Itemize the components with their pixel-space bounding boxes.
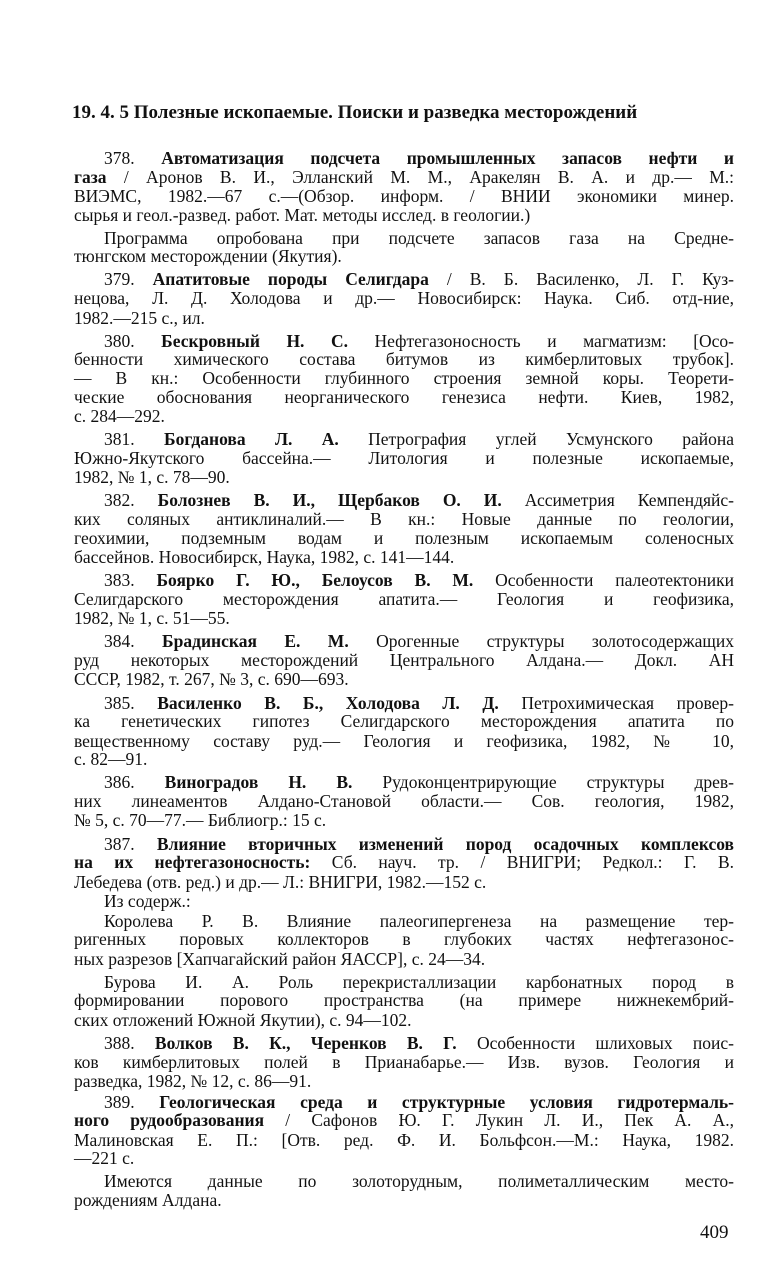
entry-first-line — [104, 1171, 734, 1191]
entry-text: — В кн.: Особенности глубинного строения земной коры. Теорети- — [74, 368, 734, 388]
entry-text: разведка, 1982, № 12, с. 86—91. — [74, 1071, 312, 1091]
entry-text: Из содерж.: — [104, 891, 191, 911]
entry-line — [74, 167, 734, 187]
entry-text: ков кимберлитовых полей в Прианабарье.— Изв. вузов. Геология и — [74, 1052, 734, 1072]
entry-line — [74, 852, 734, 872]
entry-title: ного рудообразования — [74, 1110, 265, 1130]
entry-number: 382. — [104, 490, 135, 510]
entry-first-line — [104, 972, 734, 992]
entry-first-line — [104, 429, 734, 449]
entry-text: них линеаментов Алдано-Становой области.— Сов. геология, 1982, — [74, 791, 734, 811]
entry-text: Имеются данные по золоторудным, полиметаллическим место- — [104, 1171, 734, 1191]
entry-text: Малиновская Е. П.: [Отв. ред. Ф. И. Больфсон.—М.: Наука, 1982. — [74, 1130, 734, 1150]
entry-line — [74, 669, 734, 689]
entry-text: формировании порового пространства (на примере нижнекембрий- — [74, 990, 734, 1010]
entry-line — [74, 308, 734, 328]
entry-line — [74, 448, 734, 468]
entry-text: 1982, № 1, с. 51—55. — [74, 608, 230, 628]
entry-number: 379. — [104, 269, 135, 289]
entry-line — [74, 288, 734, 308]
entry-text: нецова, Л. Д. Холодова и др.— Новосибирск: Наука. Сиб. отд-ние, — [74, 288, 734, 308]
entry-line — [74, 810, 734, 830]
entry-text: Петрография углей Усмунского района — [338, 429, 734, 449]
entry-text: бассейнов. Новосибирск, Наука, 1982, с. 141—144. — [74, 547, 455, 567]
entry-title: газа — [74, 167, 107, 187]
entry-first-line — [104, 772, 734, 792]
entry-text: Орогенные структуры золотосодержащих — [348, 631, 734, 651]
entry-first-line — [104, 269, 734, 289]
entry-line — [74, 749, 734, 769]
entry-text: Южно-Якутского бассейна.— Литология и полезные ископаемые, — [74, 448, 734, 468]
entry-text: Сб. науч. тр. / ВНИГРИ; Редкол.: Г. В. — [310, 852, 735, 872]
entry-line — [74, 791, 734, 811]
entry-line — [74, 547, 734, 567]
entry-line — [74, 949, 734, 969]
entry-number: 380. — [104, 331, 135, 351]
entry-title: Апатитовые породы Селигдара — [152, 269, 429, 289]
entry-line — [74, 650, 734, 670]
entry-title: на их нефтегазоносность: — [74, 852, 311, 872]
entry-first-line — [104, 834, 734, 854]
entry-line — [74, 467, 734, 487]
entry-line — [74, 1148, 734, 1168]
entry-line — [74, 872, 734, 892]
entry-text: СССР, 1982, т. 267, № 3, с. 690—693. — [74, 669, 349, 689]
entry-number: 384. — [104, 631, 135, 651]
entry-text: Нефтегазоносность и магматизм: [Осо- — [347, 331, 735, 351]
entry-text: рождениям Алдана. — [74, 1190, 222, 1210]
entry-line — [74, 589, 734, 609]
entry-line — [74, 990, 734, 1010]
entry-text: № 5, с. 70—77.— Библиогр.: 15 с. — [74, 810, 327, 830]
entry-text: / Аронов В. И., Элланский М. М., Аракелян В. А. и др.— М.: — [106, 167, 734, 187]
entry-first-line — [104, 228, 734, 248]
entry-number: 386. — [104, 772, 135, 792]
entry-title: Геологическая среда и структурные условия гидротермаль- — [159, 1092, 734, 1112]
entry-line — [74, 731, 734, 751]
entry-line — [74, 1110, 734, 1130]
entry-text: ВИЭМС, 1982.—67 с.—(Обзор. информ. / ВНИИ экономики минер. — [74, 186, 734, 206]
entry-line — [74, 608, 734, 628]
entry-first-line — [104, 490, 734, 510]
entry-text: с. 284—292. — [74, 406, 165, 426]
entry-number: 387. — [104, 834, 135, 854]
entry-title: Виноградов Н. В. — [164, 772, 353, 792]
entry-text: бенности химического состава битумов из кимберлитовых трубок]. — [74, 349, 734, 369]
entry-line — [74, 205, 734, 225]
entry-title: Автоматизация подсчета промышленных запасов нефти и — [161, 148, 735, 168]
entry-title: Волков В. К., Черенков В. Г. — [154, 1033, 457, 1053]
entry-text: Ассиметрия Кемпендяйс- — [501, 490, 735, 510]
entry-text: ка генетических гипотез Селигдарского месторождения апатита по — [74, 711, 734, 731]
entry-first-line — [104, 570, 734, 590]
entry-line — [74, 1010, 734, 1030]
entry-first-line — [104, 911, 734, 931]
entry-line — [74, 1130, 734, 1150]
entry-line — [74, 368, 734, 388]
entry-line — [74, 1052, 734, 1072]
entry-title: Болознев В. И., Щербаков О. И. — [157, 490, 502, 510]
entry-first-line — [104, 891, 734, 911]
entry-title: Бескровный Н. С. — [161, 331, 348, 351]
entry-text: вещественному составу руд.— Геология и геофизика, 1982, № 10, — [74, 731, 734, 751]
entry-title: Брадинская Е. М. — [162, 631, 349, 651]
entry-number: 381. — [104, 429, 135, 449]
entry-number: 388. — [104, 1033, 135, 1053]
entry-first-line — [104, 693, 734, 713]
entry-text: Рудоконцентрирующие структуры древ- — [352, 772, 735, 792]
entry-title: Боярко Г. Ю., Белоусов В. М. — [156, 570, 474, 590]
entry-number: 385. — [104, 693, 135, 713]
entry-number: 389. — [104, 1092, 135, 1112]
section-heading: 19. 4. 5 Полезные ископаемые. Поиски и разведка месторождений — [72, 102, 638, 123]
entry-line — [74, 509, 734, 529]
entry-title: Богданова Л. А. — [164, 429, 339, 449]
entry-line — [74, 186, 734, 206]
entry-text: геохимии, подземным водам и полезным ископаемым соленосных — [74, 528, 734, 548]
entry-text: Королева Р. В. Влияние палеогипергенеза на размещение тер- — [104, 911, 734, 931]
entry-title: Влияние вторичных изменений пород осадочных комплексов — [156, 834, 735, 854]
entry-text: с. 82—91. — [74, 749, 148, 769]
entry-text: ных разрезов [Хапчагайский район ЯАССР], с. 24—34. — [74, 949, 486, 969]
entry-text: ких соляных антиклиналий.— В кн.: Новые данные по геологии, — [74, 509, 734, 529]
entry-text: Особенности палеотектоники — [473, 570, 734, 590]
entry-text: / Сафонов Ю. Г. Лукин Л. И., Пек А. А., — [264, 1110, 734, 1130]
entry-text: 1982, № 1, с. 78—90. — [74, 467, 230, 487]
entry-line — [74, 387, 734, 407]
entry-line — [74, 1190, 734, 1210]
entry-first-line — [104, 331, 734, 351]
entry-line — [74, 246, 734, 266]
entry-line — [74, 528, 734, 548]
entry-text: —221 с. — [74, 1148, 135, 1168]
entry-text: Лебедева (отв. ред.) и др.— Л.: ВНИГРИ, 1982.—152 с. — [74, 872, 487, 892]
entry-text: Бурова И. А. Роль перекристаллизации карбонатных пород в — [104, 972, 734, 992]
entry-first-line — [104, 1033, 734, 1053]
entry-first-line — [104, 1092, 734, 1112]
page-number: 409 — [700, 1222, 729, 1243]
entry-text: сырья и геол.-развед. работ. Мат. методы исслед. в геологии.) — [74, 205, 531, 225]
entry-line — [74, 1071, 734, 1091]
entry-text: ских отложений Южной Якутии), с. 94—102. — [74, 1010, 412, 1030]
entry-line — [74, 406, 734, 426]
entry-number: 378. — [104, 148, 135, 168]
entry-first-line — [104, 631, 734, 651]
entry-text: Особенности шлиховых поис- — [456, 1033, 735, 1053]
entry-line — [74, 349, 734, 369]
entry-line — [74, 711, 734, 731]
entry-text: руд некоторых месторождений Центрального Алдана.— Докл. АН — [74, 650, 734, 670]
entry-title: Василенко В. Б., Холодова Л. Д. — [157, 693, 499, 713]
entry-text: Петрохимическая провер- — [498, 693, 734, 713]
entry-first-line — [104, 148, 734, 168]
entry-text: Селигдарского месторождения апатита.— Геология и геофизика, — [74, 589, 734, 609]
entry-text: ригенных поровых коллекторов в глубоких частях нефтегазонос- — [74, 929, 734, 949]
entry-text: / В. Б. Василенко, Л. Г. Куз- — [428, 269, 734, 289]
entry-text: ческие обоснования неорганического генезиса нефти. Киев, 1982, — [74, 387, 734, 407]
entry-text: тюнгском месторождении (Якутия). — [74, 246, 342, 266]
entry-text: Программа опробована при подсчете запасов газа на Средне- — [104, 228, 734, 248]
entry-line — [74, 929, 734, 949]
entry-number: 383. — [104, 570, 135, 590]
entry-text: 1982.—215 с., ил. — [74, 308, 205, 328]
